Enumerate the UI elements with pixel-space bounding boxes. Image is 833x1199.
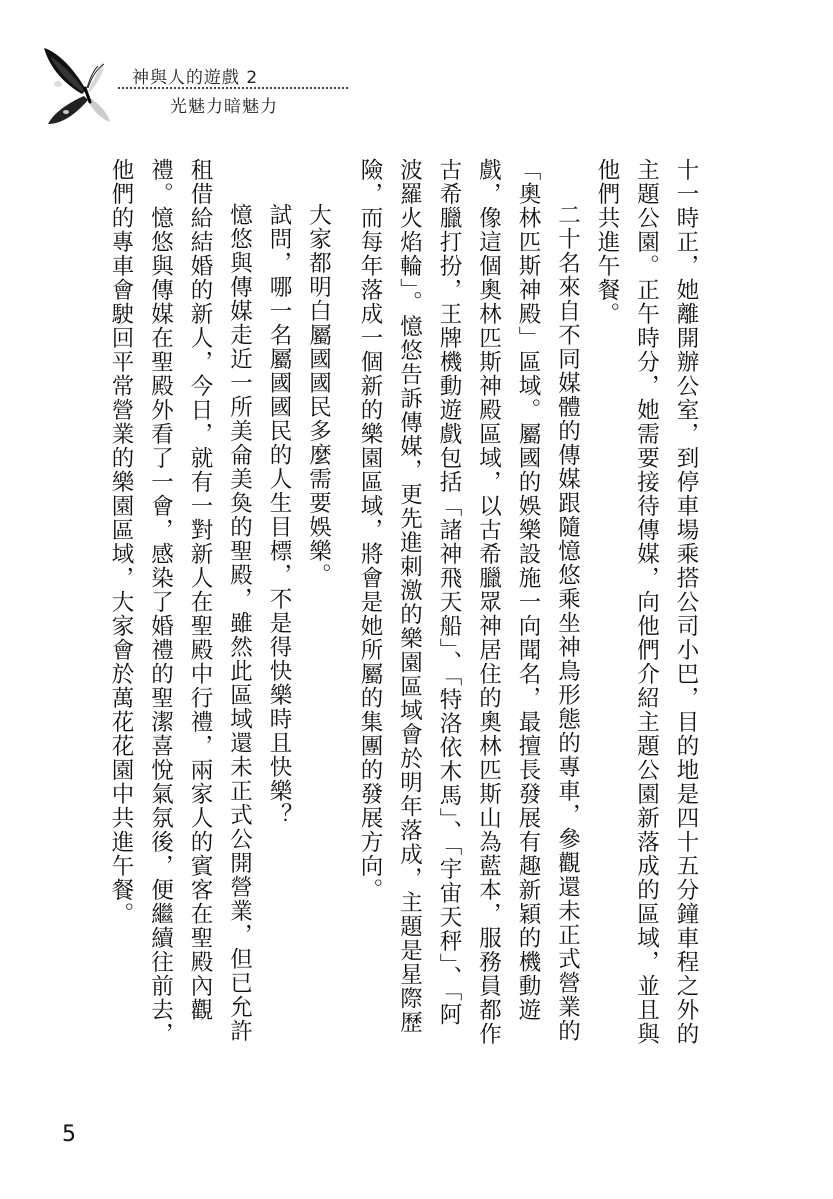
page-number: 5 bbox=[62, 1122, 76, 1147]
paragraph: 憶悠與傳媒走近一所美侖美奐的聖殿，雖然此區域還未正式公開營業，但已允許租借給結婚的新人，今日，就有一對新人在聖殿中行禮，兩家人的賓客在聖殿內觀禮。憶悠與傳媒在聖殿外看了一會，感染了婚禮的聖潔喜悅氣氛後，便繼續往前去，他們的專車會駛回平常營業的樂園區域，大家會於萬花花園中共進午餐。 bbox=[108, 158, 253, 1046]
page-header bbox=[40, 40, 360, 130]
vertical-text-body bbox=[108, 158, 705, 1048]
paragraph: 試問，哪一名屬國國民的人生目標，不是得快樂時且快樂？ bbox=[266, 203, 292, 827]
series-title: 神與人的遊戲 2 bbox=[132, 68, 259, 88]
book-title: 光魅力暗魅力 bbox=[170, 97, 278, 117]
header-divider bbox=[118, 87, 348, 89]
paragraph: 二十名來自不同媒體的傳媒跟隨憶悠乘坐神鳥形態的專車，參觀還未正式營業的「奧林匹斯神殿」區域。屬國的娛樂設施一向聞名，最擅長發展有趣新穎的機動遊戲，像這個奧林匹斯神殿區域，以古希臘眾神居住的奧林匹斯山為藍本，服務員都作古希臘打扮，王牌機動遊戲包括「諸神飛天船」、「特洛依木馬」、「宇宙天秤」、「阿波羅火焰輪」。憶悠告訴傳媒，更先進刺激的樂園區域會於明年落成，主題是星際歷險，而每年落成一個新的樂園區域，將會是她所屬的集團的發展方向。 bbox=[357, 158, 581, 1046]
paragraph: 十一時正，她離開辦公室，到停車場乘搭公司小巴，目的地是四十五分鐘車程之外的主題公園。正午時分，她需要接待傳媒，向他們介紹主題公園新落成的區域，並且與他們共進午餐。 bbox=[594, 158, 699, 1046]
butterfly-icon bbox=[40, 40, 135, 128]
paragraph: 大家都明白屬國國民多麼需要娛樂。 bbox=[305, 203, 332, 587]
